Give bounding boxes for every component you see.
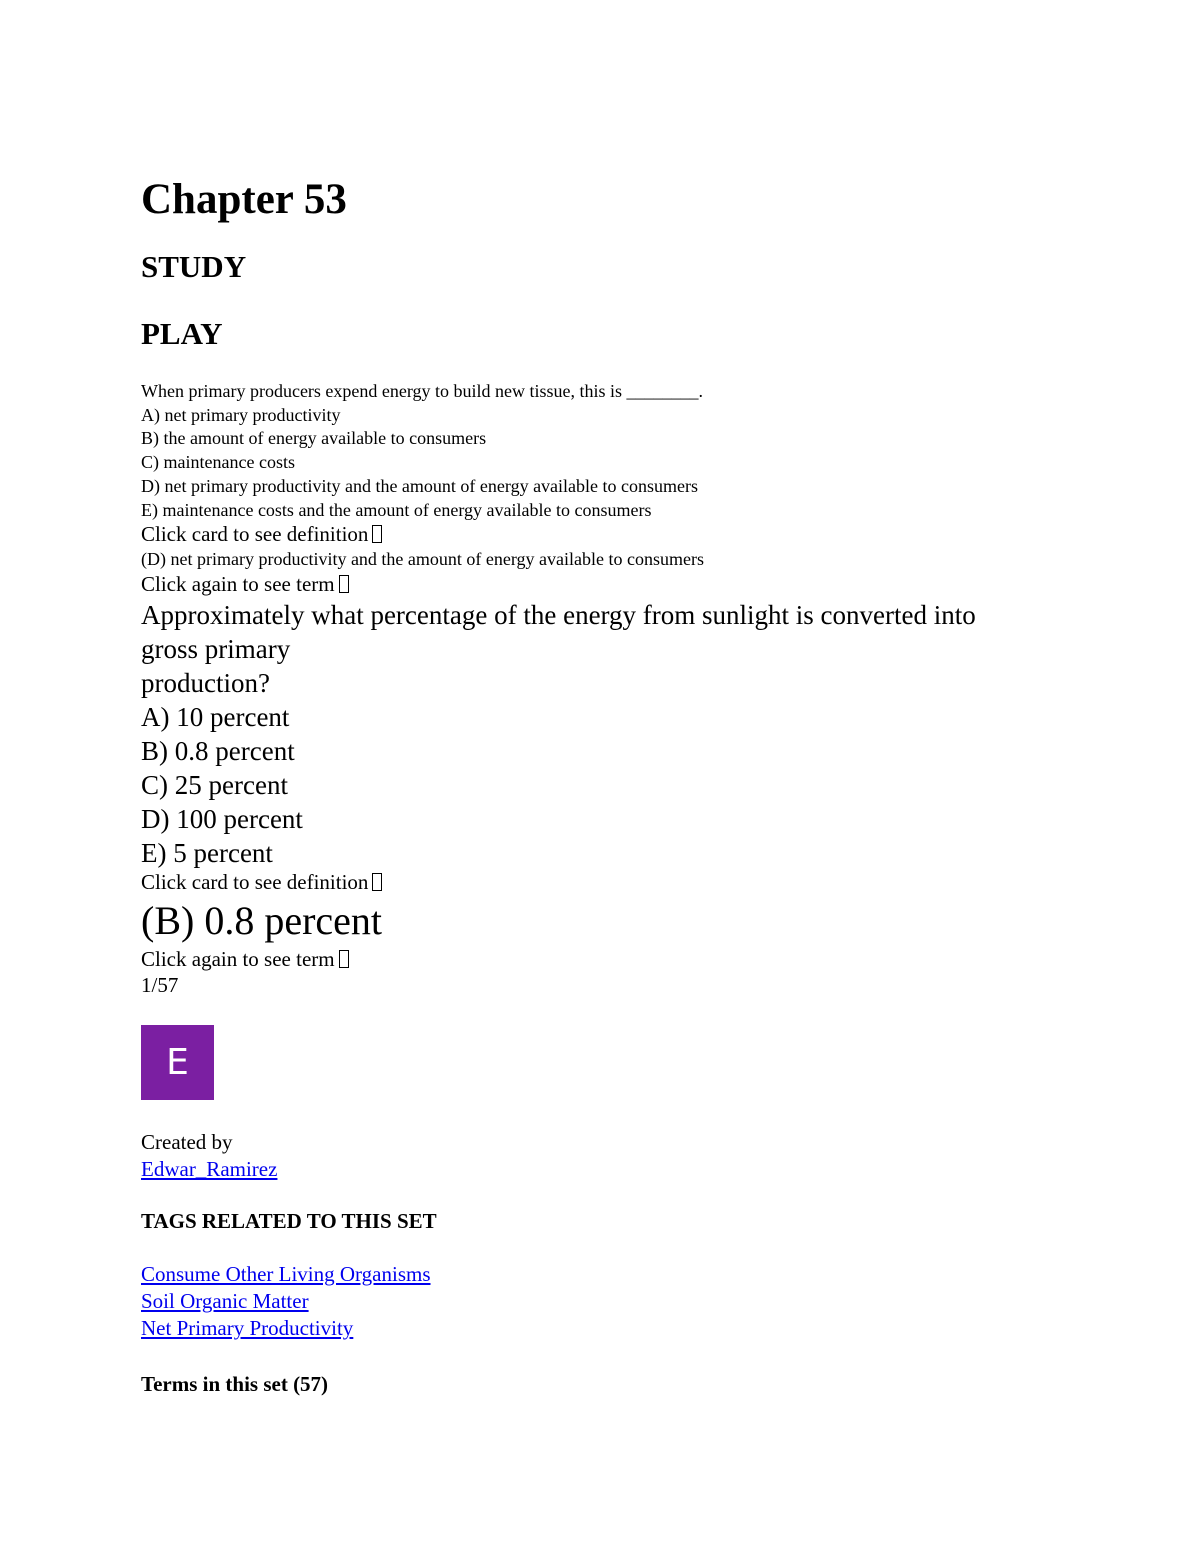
placeholder-box-icon bbox=[372, 873, 382, 891]
card2-definition[interactable]: (B) 0.8 percent bbox=[141, 898, 383, 944]
card2-question[interactable] bbox=[141, 598, 1101, 870]
tag-link[interactable]: Soil Organic Matter bbox=[141, 1289, 309, 1314]
play-heading[interactable]: PLAY bbox=[141, 316, 223, 351]
study-heading[interactable]: STUDY bbox=[141, 249, 247, 284]
card2-option-c: C) 25 percent bbox=[141, 770, 288, 801]
card2-question-line: production? bbox=[141, 668, 270, 699]
card1-see-definition-label: Click card to see definition bbox=[141, 522, 369, 547]
card2-see-definition-label: Click card to see definition bbox=[141, 870, 369, 895]
content bbox=[141, 172, 1101, 1398]
card-counter: 1/57 bbox=[141, 973, 179, 998]
terms-count-heading: Terms in this set (57) bbox=[141, 1372, 329, 1397]
placeholder-box-icon bbox=[339, 575, 349, 593]
card2-option-a: A) 10 percent bbox=[141, 702, 290, 733]
card1-see-term-label: Click again to see term bbox=[141, 572, 335, 597]
card1-option-a: A) net primary productivity bbox=[141, 404, 341, 425]
tag-link[interactable]: Net Primary Productivity bbox=[141, 1316, 354, 1341]
card1-question-line: When primary producers expend energy to build new tissue, this is ________. bbox=[141, 381, 704, 401]
card1-option-b: B) the amount of energy available to consumers bbox=[141, 428, 487, 449]
card1-question[interactable] bbox=[141, 380, 1101, 522]
card1-option-d: D) net primary productivity and the amount of energy available to consumers bbox=[141, 475, 699, 496]
card2-question-line: Approximately what percentage of the energy from sunlight is converted into bbox=[141, 600, 976, 631]
card2-question-line: gross primary bbox=[141, 634, 291, 665]
card1-definition[interactable]: (D) net primary productivity and the amount of energy available to consumers bbox=[141, 549, 705, 570]
card2-option-d: D) 100 percent bbox=[141, 804, 303, 835]
card1-see-definition[interactable] bbox=[141, 522, 1101, 547]
card2-option-e: E) 5 percent bbox=[141, 838, 273, 869]
card2-see-term[interactable] bbox=[141, 947, 1101, 972]
card1-option-c: C) maintenance costs bbox=[141, 452, 295, 473]
tags-list bbox=[141, 1261, 1101, 1342]
tags-heading: TAGS RELATED TO THIS SET bbox=[141, 1209, 437, 1234]
placeholder-box-icon bbox=[372, 525, 382, 543]
card1-see-term[interactable] bbox=[141, 572, 1101, 597]
card1-option-e: E) maintenance costs and the amount of energy available to consumers bbox=[141, 499, 652, 520]
created-by-label: Created by bbox=[141, 1130, 233, 1155]
placeholder-box-icon bbox=[339, 950, 349, 968]
creator-link[interactable]: Edwar_Ramirez bbox=[141, 1157, 278, 1182]
card2-option-b: B) 0.8 percent bbox=[141, 736, 295, 767]
card2-see-term-label: Click again to see term bbox=[141, 947, 335, 972]
tag-link[interactable]: Consume Other Living Organisms bbox=[141, 1262, 431, 1287]
avatar[interactable]: E bbox=[141, 1025, 214, 1100]
page-title: Chapter 53 bbox=[141, 176, 347, 223]
card2-see-definition[interactable] bbox=[141, 870, 1101, 895]
